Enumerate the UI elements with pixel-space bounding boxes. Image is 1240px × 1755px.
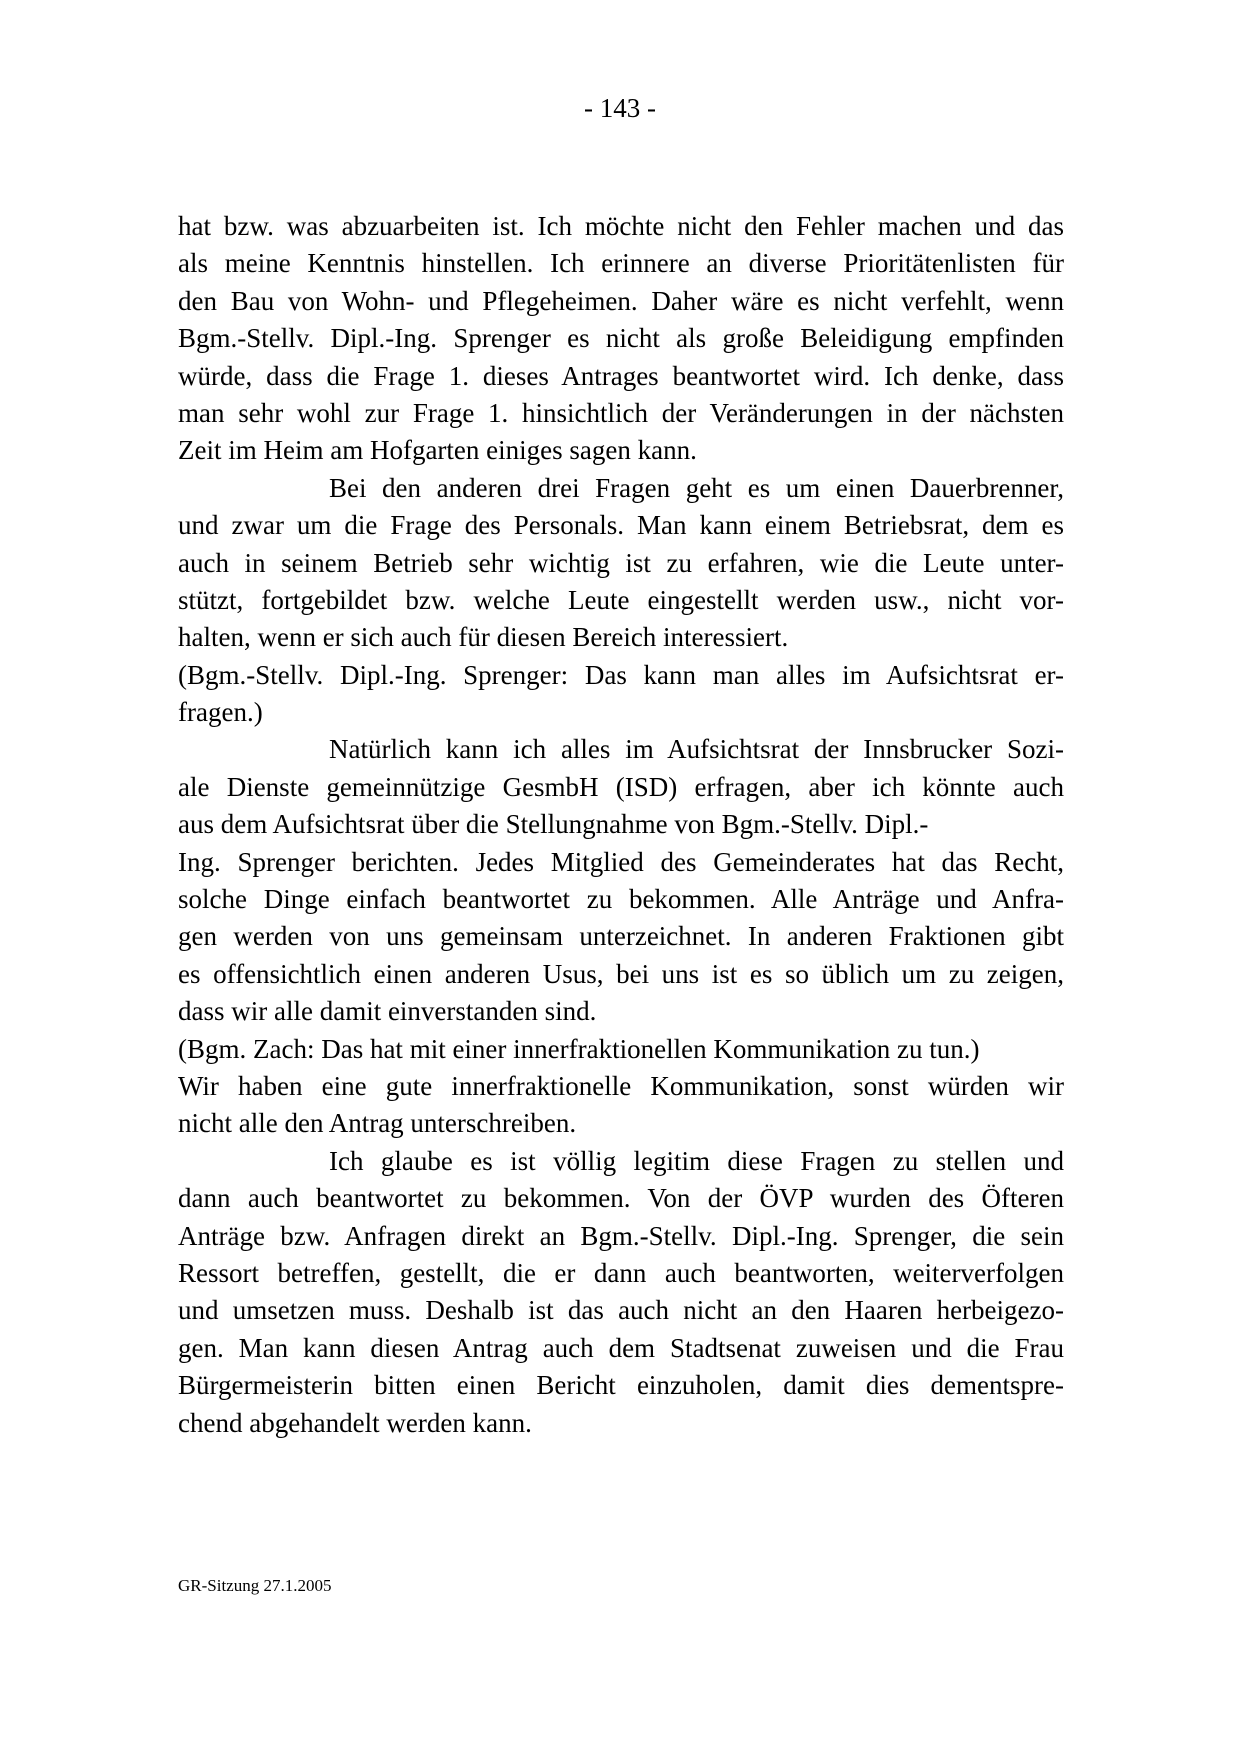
text-line: (Bgm. Zach: Das hat mit einer innerfraktionellen Kommunikation zu tun.) — [178, 1033, 980, 1064]
text-line: Zeit im Heim am Hofgarten einiges sagen kann. — [178, 435, 697, 466]
text-line: solche Dinge einfach beantwortet zu bekommen. Alle Anträge und Anfra- — [178, 884, 1064, 915]
text-line: gen. Man kann diesen Antrag auch dem Stadtsenat zuweisen und die Frau — [178, 1332, 1064, 1363]
text-line: Bgm.-Stellv. Dipl.-Ing. Sprenger es nicht als große Beleidigung empfinden — [178, 323, 1064, 354]
body-text — [178, 208, 1064, 1442]
text-line: nicht alle den Antrag unterschreiben. — [178, 1108, 577, 1139]
text-line: auch in seinem Betrieb sehr wichtig ist zu erfahren, wie die Leute unter- — [178, 547, 1064, 578]
text-line: als meine Kenntnis hinstellen. Ich erinnere an diverse Prioritätenlisten für — [178, 248, 1064, 279]
text-line: Bürgermeisterin bitten einen Bericht einzuholen, damit dies dementspre- — [178, 1370, 1064, 1401]
text-line: ale Dienste gemeinnützige GesmbH (ISD) erfragen, aber ich könnte auch — [178, 771, 1064, 802]
text-line: dass wir alle damit einverstanden sind. — [178, 996, 597, 1027]
text-line: fragen.) — [178, 697, 263, 728]
text-line: dann auch beantwortet zu bekommen. Von der ÖVP wurden des Öfteren — [178, 1183, 1064, 1214]
text-line: gen werden von uns gemeinsam unterzeichnet. In anderen Fraktionen gibt — [178, 921, 1064, 952]
text-line: Anträge bzw. Anfragen direkt an Bgm.-Stellv. Dipl.-Ing. Sprenger, die sein — [178, 1220, 1064, 1251]
text-line: Wir haben eine gute innerfraktionelle Kommunikation, sonst würden wir — [178, 1070, 1064, 1101]
text-line: hat bzw. was abzuarbeiten ist. Ich möchte nicht den Fehler machen und das — [178, 211, 1064, 241]
text-line: Ressort betreffen, gestellt, die er dann auch beantworten, weiterverfolgen — [178, 1257, 1064, 1288]
text-line: chend abgehandelt werden kann. — [178, 1407, 532, 1438]
text-line: und umsetzen muss. Deshalb ist das auch nicht an den Haaren herbeigezo- — [178, 1295, 1064, 1326]
footer-session-date: GR-Sitzung 27.1.2005 — [178, 1576, 332, 1595]
text-line: Bei den anderen drei Fragen geht es um einen Dauerbrenner, — [329, 472, 1064, 503]
text-line: halten, wenn er sich auch für diesen Bereich interessiert. — [178, 622, 789, 653]
text-line: man sehr wohl zur Frage 1. hinsichtlich der Veränderungen in der nächsten — [178, 397, 1064, 428]
text-line: (Bgm.-Stellv. Dipl.-Ing. Sprenger: Das kann man alles im Aufsichtsrat er- — [178, 659, 1064, 690]
text-line: aus dem Aufsichtsrat über die Stellungnahme von Bgm.-Stellv. Dipl.- — [178, 809, 929, 840]
text-line: es offensichtlich einen anderen Usus, bei uns ist es so üblich um zu zeigen, — [178, 958, 1064, 989]
text-line: Natürlich kann ich alles im Aufsichtsrat der Innsbrucker Sozi- — [329, 734, 1064, 765]
page-number: - 143 - — [584, 93, 656, 123]
text-line: stützt, fortgebildet bzw. welche Leute eingestellt werden usw., nicht vor- — [178, 584, 1064, 615]
text-line: Ing. Sprenger berichten. Jedes Mitglied des Gemeinderates hat das Recht, — [178, 846, 1064, 877]
text-line: würde, dass die Frage 1. dieses Antrages beantwortet wird. Ich denke, dass — [178, 360, 1064, 391]
text-line: Ich glaube es ist völlig legitim diese Fragen zu stellen und — [329, 1145, 1064, 1176]
text-line: den Bau von Wohn- und Pflegeheimen. Daher wäre es nicht verfehlt, wenn — [178, 285, 1064, 316]
text-line: und zwar um die Frage des Personals. Man kann einem Betriebsrat, dem es — [178, 510, 1064, 541]
